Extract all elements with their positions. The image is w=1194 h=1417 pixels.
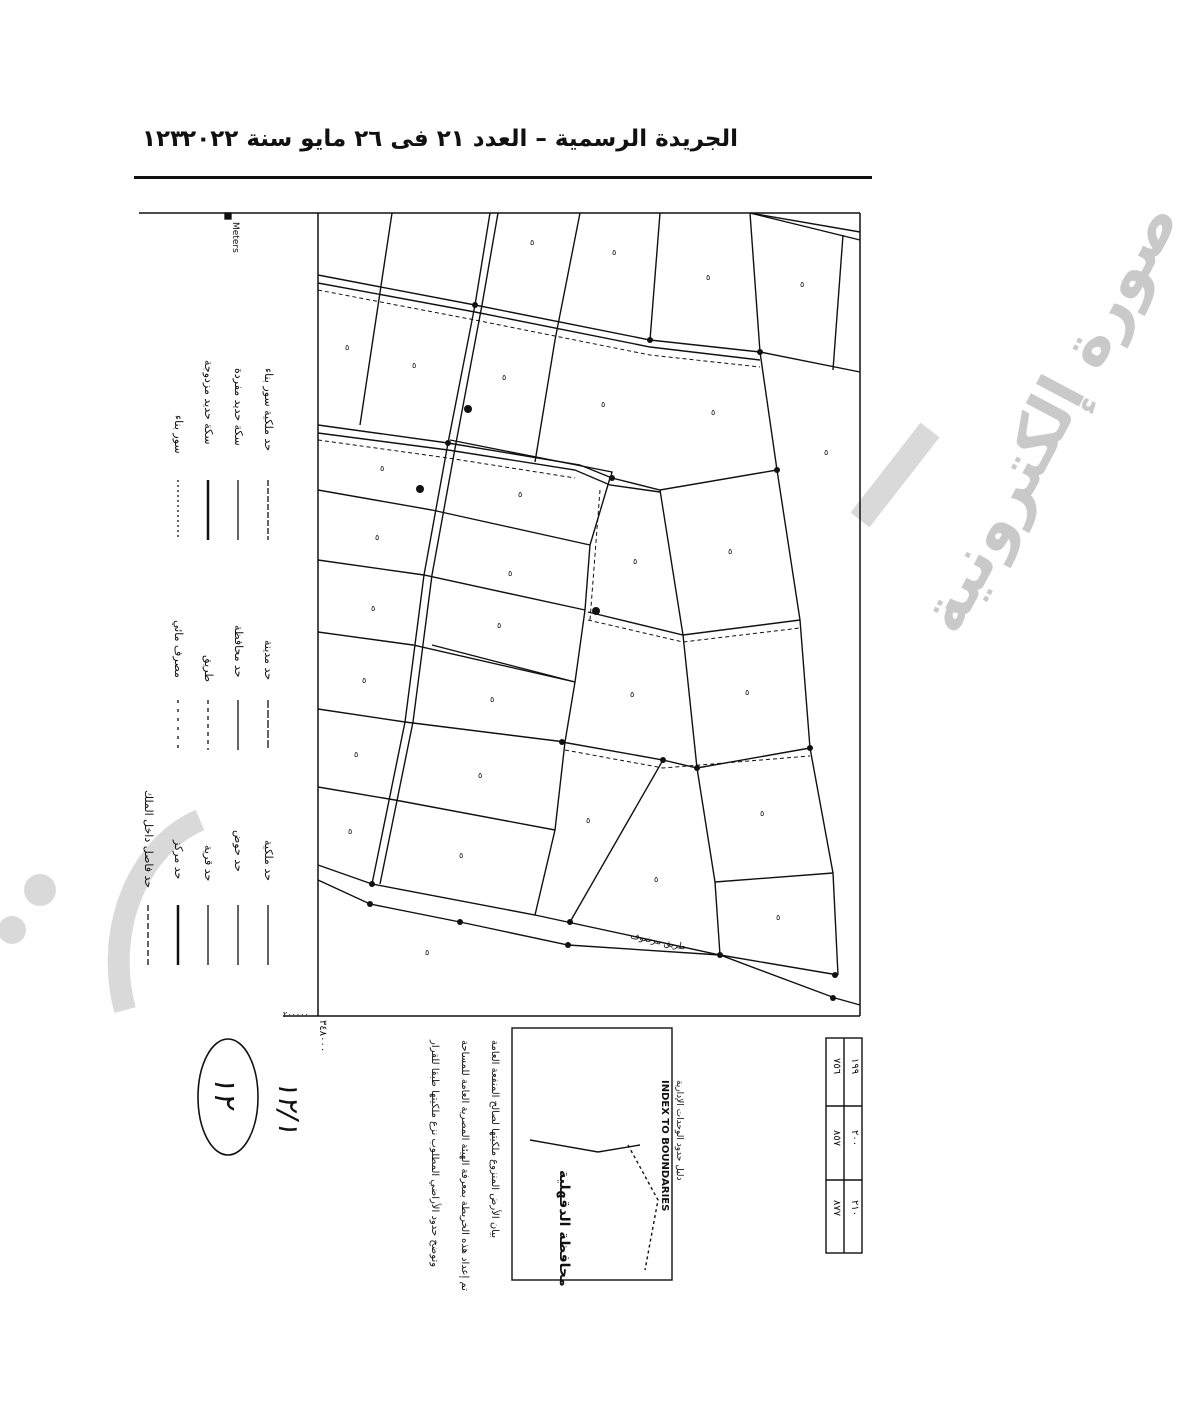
index-title: INDEX TO BOUNDARIES	[659, 1080, 670, 1212]
handwritten-number: ١٢	[207, 1075, 242, 1108]
parcel-label: ٥	[380, 464, 385, 473]
table-cell: ٢٠٠	[849, 1130, 860, 1147]
parcel-label: ٥	[711, 408, 716, 417]
index-box	[512, 1028, 672, 1280]
parcel-label: ٥	[375, 533, 380, 542]
parcel-label: ٥	[800, 280, 805, 289]
parcel-label: ٥	[459, 851, 464, 860]
legend-item: حد قرية	[202, 845, 215, 882]
parcel-label: ٥	[530, 238, 535, 247]
table-cell: ٧٥٦	[831, 1058, 842, 1075]
parcel-label: ٥	[478, 771, 483, 780]
parcel-label: ٥	[371, 604, 376, 613]
parcel-boundaries	[318, 213, 860, 1005]
parcel-label: ٥	[601, 400, 606, 409]
parcel-label: ٥	[412, 361, 417, 370]
gazette-title: الجريدة الرسمية – العدد ٢١ فى ٢٦ مايو سنة ٢٠٢٢	[182, 126, 738, 152]
index-note: وتوضح حدود الأراضي المطلوب نزع ملكيتها طبقا للقرار	[429, 1040, 440, 1268]
legend-item: حد ملكية	[262, 840, 275, 881]
parcel-label: ٥	[728, 547, 733, 556]
parcel-label: ٥	[354, 750, 359, 759]
table-cell: ٨٧٧	[831, 1200, 842, 1217]
parcel-label: ٥	[745, 688, 750, 697]
legend-item: حد ملكية سور بناء	[262, 368, 275, 452]
index-note: تم إعداد هذه الخريطة بمعرفة الهيئة المصرية العامة للمساحة	[459, 1040, 470, 1291]
road-label: طريق مرصوف	[629, 931, 687, 953]
svg-text:٥: ٥	[654, 875, 659, 884]
handwritten-note: ١٢/١	[272, 1080, 305, 1135]
parcel-label: ٥	[518, 490, 523, 499]
parcel-label: ٥	[760, 809, 765, 818]
page-number: ١٢٣	[142, 126, 185, 152]
map-frame	[139, 213, 860, 1016]
coord-left: ٢٠٠٠٠٠	[283, 1010, 309, 1019]
dashed-boundaries	[318, 290, 810, 768]
parcel-label: ٥	[345, 343, 350, 352]
legend-item: سور بناء	[172, 415, 185, 454]
parcel-label: ٥	[586, 816, 591, 825]
index-subtitle: دليل حدود الوحدات الإدارية	[674, 1080, 684, 1181]
parcel-label: ٥	[348, 827, 353, 836]
table-cell: ١٩٩	[849, 1058, 860, 1075]
parcel-label: ٥	[706, 273, 711, 282]
legend-item: سكة حديد مفردة	[232, 368, 245, 446]
legend-item: حد مدينة	[262, 640, 275, 681]
parcel-label: ٥	[630, 690, 635, 699]
legend-item: سكة حديد مزدوجة	[202, 360, 215, 445]
parcel-label: ٥	[612, 248, 617, 257]
table-cell: ٢١٠	[849, 1200, 860, 1217]
index-place: محافظة الدقهلية	[556, 1170, 572, 1287]
svg-text:٥: ٥	[425, 948, 430, 957]
parcel-label: ٥	[502, 373, 507, 382]
parcel-label: ٥	[362, 676, 367, 685]
coord-bottom: ٣٤٨٠٠٠	[317, 1020, 328, 1053]
parcel-label: ٥	[633, 557, 638, 566]
parcel-label: ٥	[824, 448, 829, 457]
parcel-label: ٥	[490, 695, 495, 704]
legend-item: حد فاصل داخل الملك	[142, 790, 155, 889]
legend-item: حد محافظة	[232, 625, 245, 678]
parcel-label: ٥	[497, 621, 502, 630]
svg-text:٥: ٥	[776, 913, 781, 922]
watermark-text: صورة إلكترونية	[905, 189, 1194, 645]
legend-item: مصرف مائي	[172, 620, 185, 678]
scale-label: Meters	[230, 222, 240, 253]
legend-item: طريق	[202, 655, 215, 683]
legend-item: حد مركز	[172, 840, 185, 880]
legend-item: حد حوض	[232, 830, 245, 872]
table-cell: ٨٥٧	[831, 1130, 842, 1147]
index-note: بيان الأرض المنزوع ملكيتها لصالح المنفعة العامة	[489, 1040, 500, 1239]
parcel-label: ٥	[508, 569, 513, 578]
